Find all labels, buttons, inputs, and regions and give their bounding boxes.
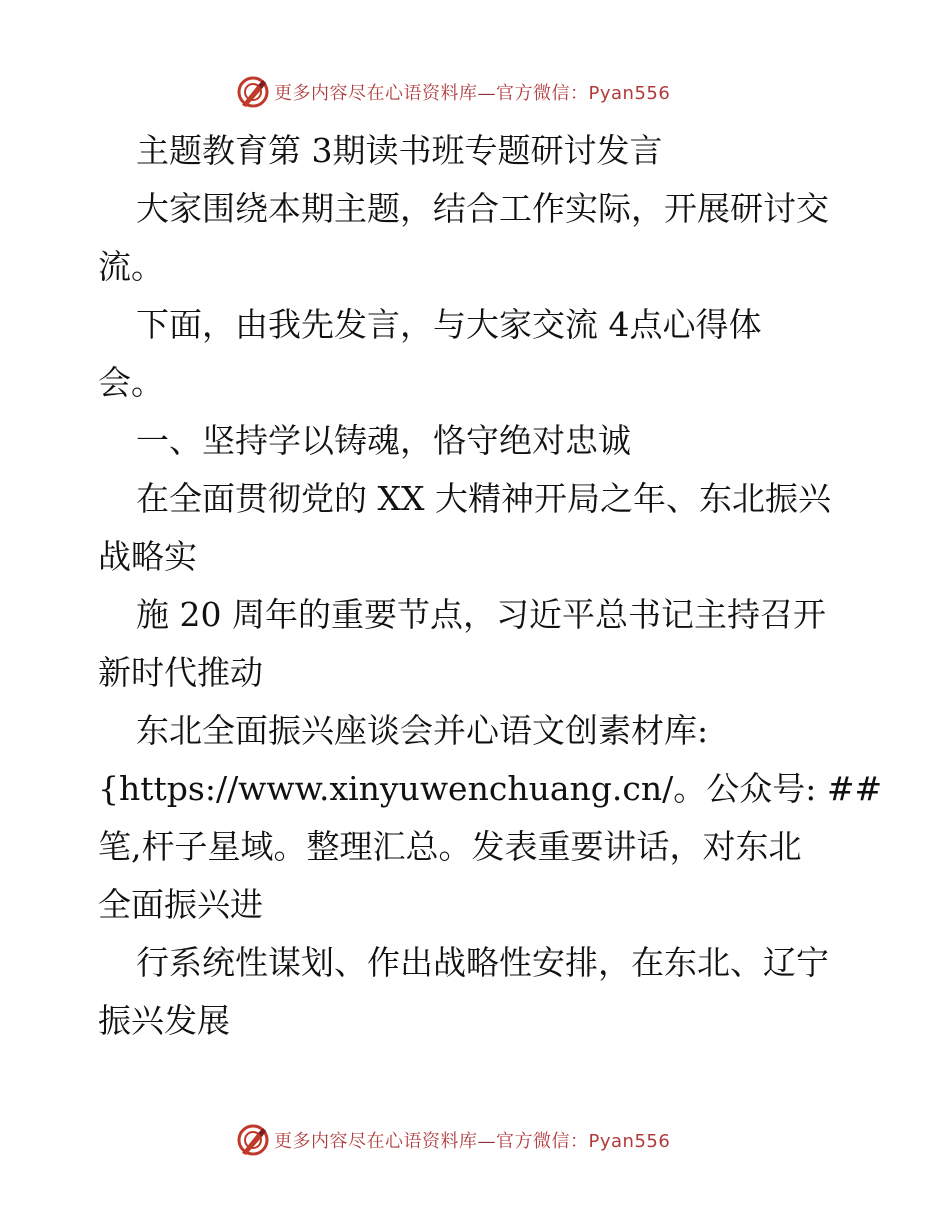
paragraph-line: 振兴发展 (98, 1001, 230, 1040)
pen-logo-icon (236, 75, 270, 109)
header-banner (236, 74, 716, 110)
document-title: 主题教育第 3期读书班专题研讨发言 (136, 131, 663, 170)
paragraph-line: 战略实 (98, 537, 197, 576)
document-body (98, 122, 883, 1050)
paragraph-line: 流。 (98, 247, 164, 286)
paragraph-line: 会。 (98, 363, 164, 402)
paragraph-line: 东北全面振兴座谈会并心语文创素材库: (136, 711, 709, 750)
paragraph-line: 下面，由我先发言，与大家交流 4点心得体 (136, 305, 762, 344)
section-heading: 一、坚持学以铸魂，恪守绝对忠诚 (136, 421, 631, 460)
pen-logo-icon (236, 1123, 270, 1157)
paragraph-line: 在全面贯彻党的 XX 大精神开局之年、东北振兴 (136, 479, 831, 518)
paragraph-line: 施 20 周年的重要节点，习近平总书记主持召开 (136, 595, 826, 634)
paragraph-line: 笔,杆子星域。整理汇总。发表重要讲话，对东北 (98, 827, 802, 866)
paragraph-line: 大家围绕本期主题，结合工作实际，开展研讨交 (136, 189, 829, 228)
paragraph-line: 行系统性谋划、作出战略性安排，在东北、辽宁 (136, 943, 829, 982)
paragraph-line: {https://www.xinyuwenchuang.cn/。公众号: ## (98, 769, 883, 808)
banner-text: 更多内容尽在心语资料库—官方微信：Pyan556 (274, 83, 671, 104)
footer-banner (236, 1122, 716, 1158)
paragraph-line: 新时代推动 (98, 653, 263, 692)
paragraph-line: 全面振兴进 (98, 885, 263, 924)
banner-text: 更多内容尽在心语资料库—官方微信：Pyan556 (274, 1131, 671, 1152)
